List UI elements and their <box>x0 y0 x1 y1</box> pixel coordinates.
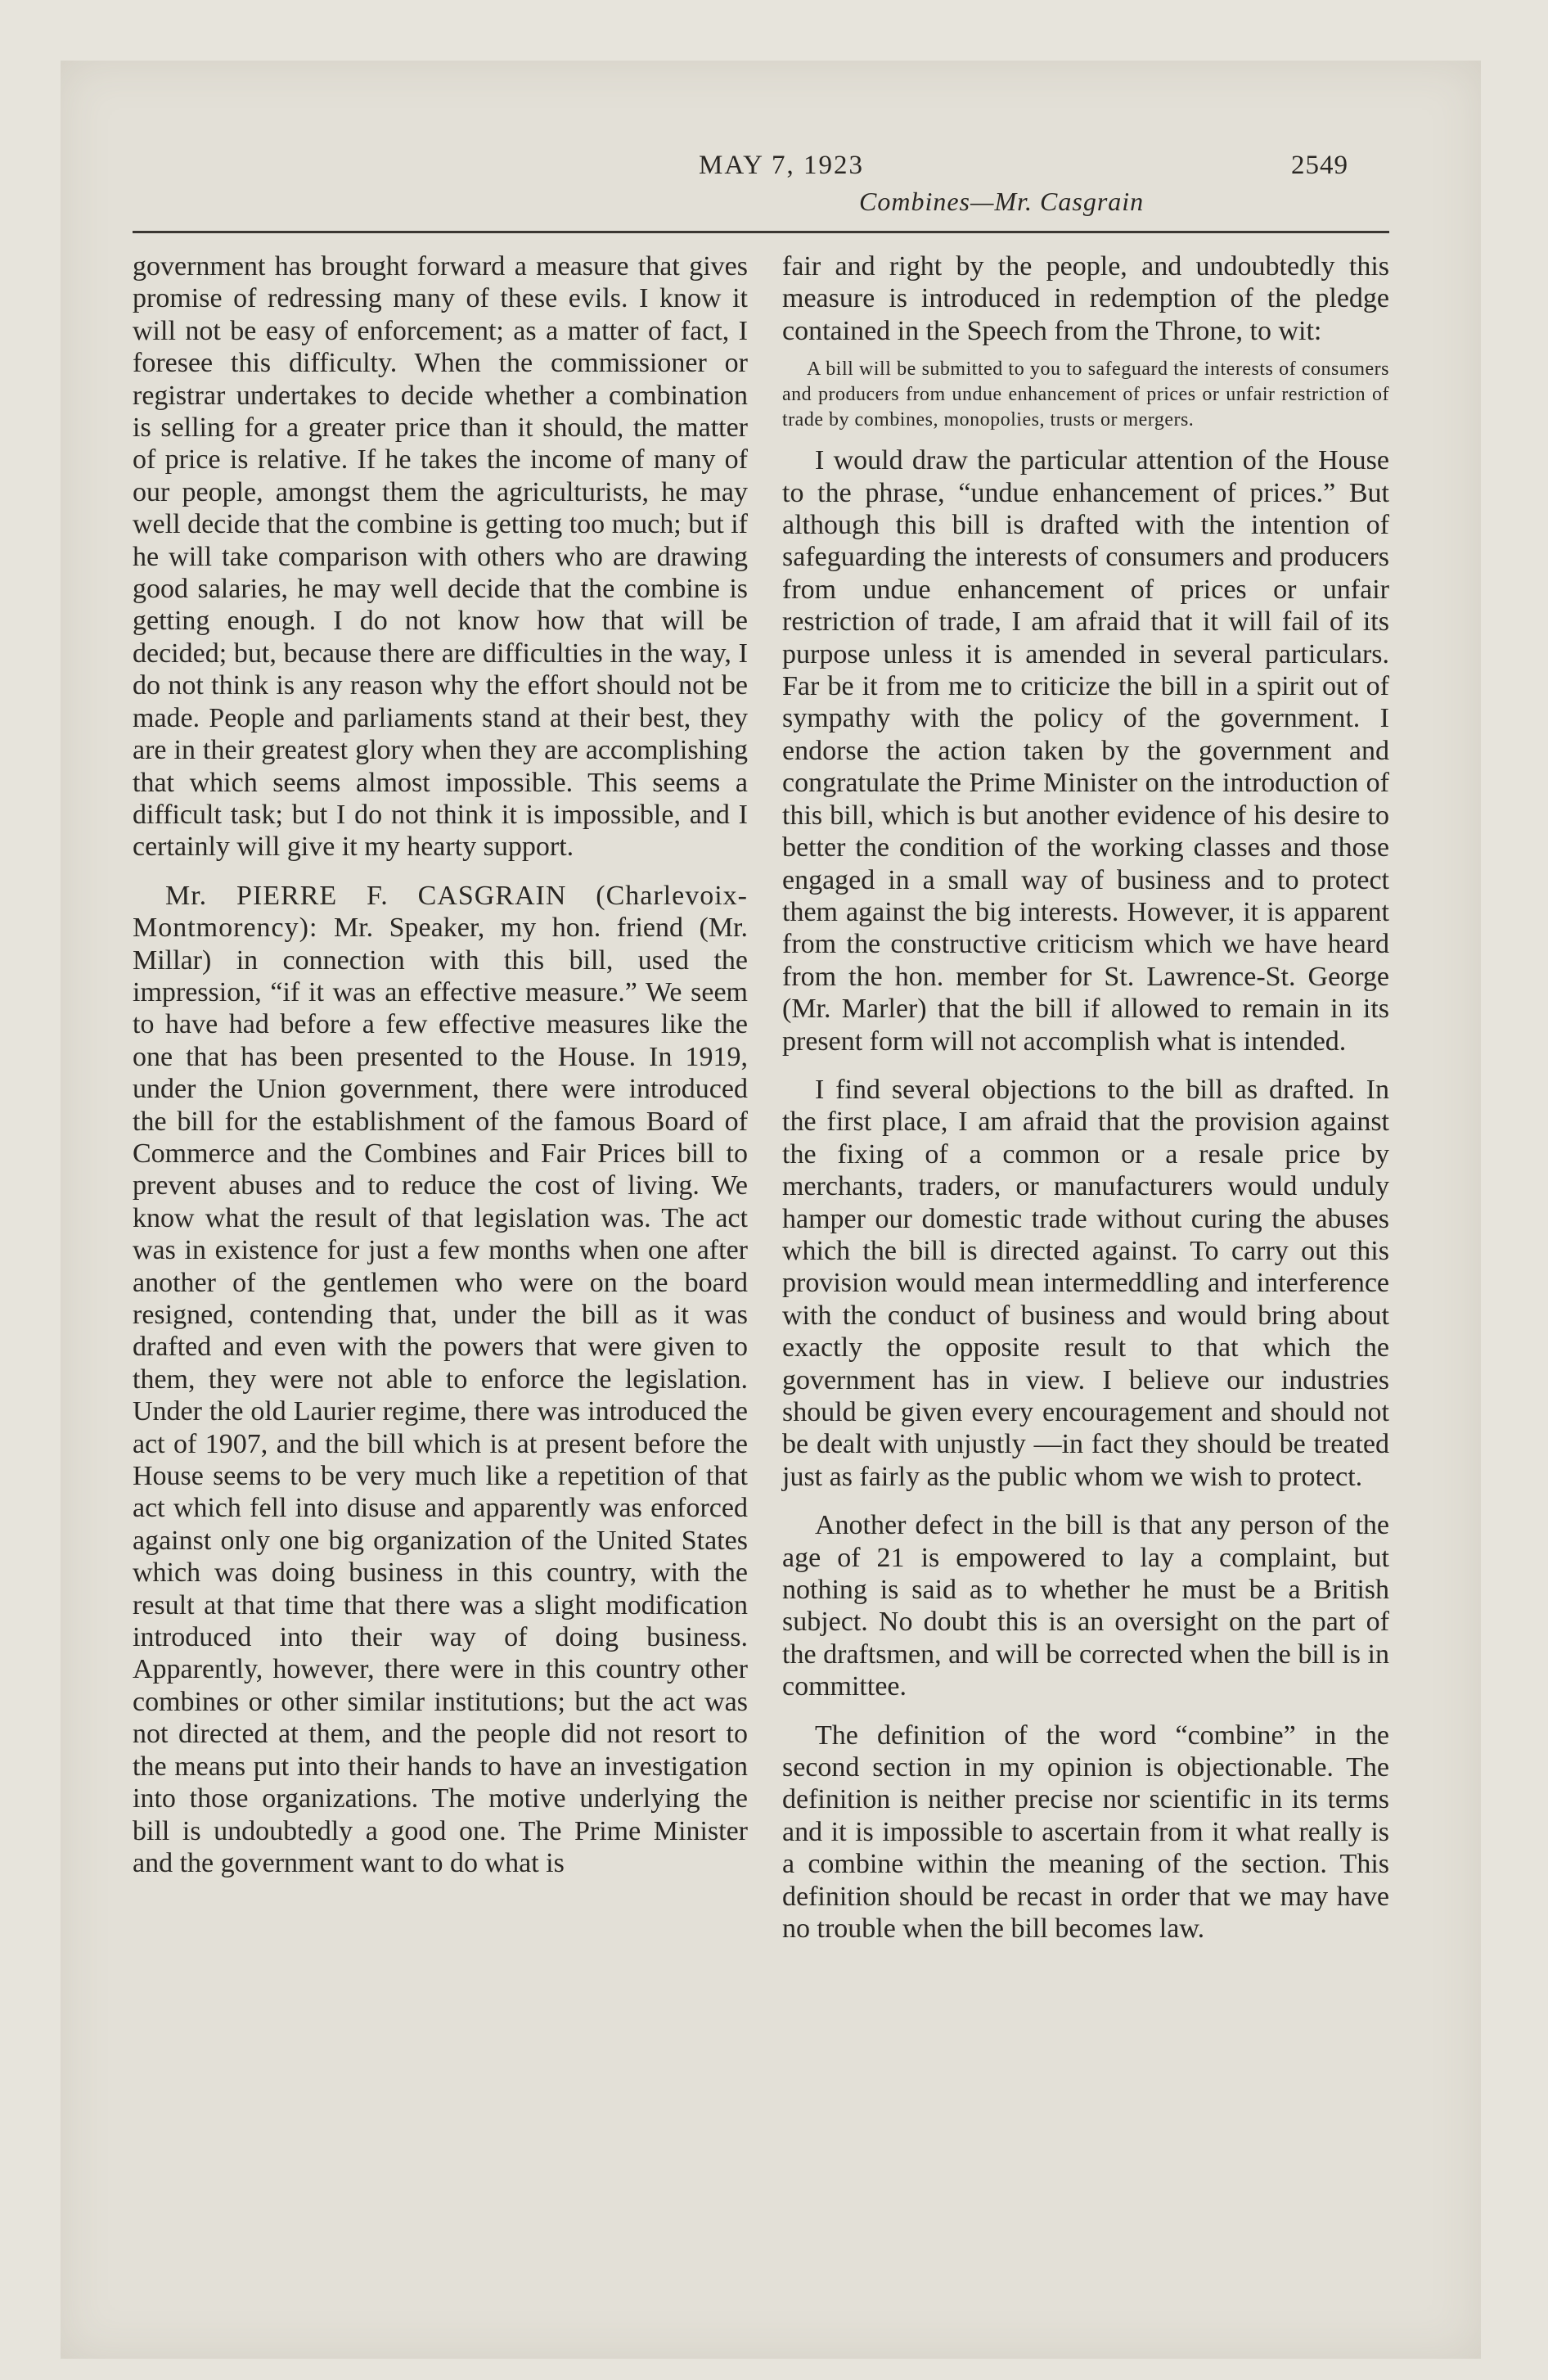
paragraph-another-defect: Another defect in the bill is that any person of the age of 21 is empowered to lay a complaint, but nothing is said as to whether he must be a British subject. No doubt this is an oversight on the part of the draftsmen, and will be corrected when the bill is in committee. <box>782 1510 1389 1702</box>
speaker-name: Mr. PIERRE F. CASGRAIN (Charlevoix-Montmorency): <box>133 880 748 944</box>
page-number: 2549 <box>1291 151 1348 180</box>
paragraph-objections: I find several objections to the bill as drafted. In the first place, I am afraid that the provision against the fixing of a common or a resale price by merchants, traders, or manufacturers would unduly hamper our domestic trade without curing the abuses which the bill is directed against. To carry out this provision would mean intermeddling and interference with the conduct of business and would bring about exactly the opposite result to that which the government has in view. I believe our industries should be given every encouragement and should not be dealt with unjustly —in fact they should be treated just as fairly as the public whom we wish to protect. <box>782 1074 1389 1492</box>
quoted-speech-from-throne: A bill will be submitted to you to safeguard the interests of consumers and producers from undue enhancement of prices or unfair restriction of trade by combines, monopolies, trusts or mergers. <box>782 358 1389 431</box>
right-column <box>782 250 1389 1945</box>
paragraph-definition-combine: The definition of the word “combine” in the second section in my opinion is objectionable. The definition is neither precise nor scientific in its terms and it is impossible to ascertain from it what really is a combine within the meaning of the section. This definition should be recast in order that we may have no trouble when the bill becomes law. <box>782 1720 1389 1945</box>
page-header-subject: Combines—Mr. Casgrain <box>859 187 1145 216</box>
paragraph-undue-enhancement: I would draw the particular attention of the House to the phrase, “undue enhancement of prices.” But although this bill is drafted with the intention of safeguarding the interests of consumers and producers from undue enhancement of prices or unfair restriction of trade, I am afraid that it will fail of its purpose unless it is amended in several particulars. Far be it from me to criticize the bill in a spirit out of sympathy with the policy of the government. I endorse the action taken by the government and congratulate the Prime Minister on the introduction of this bill, which is but another evidence of his desire to better the condition of the working classes and those engaged in a small way of business and to protect them against the big interests. However, it is apparent from the constructive criticism which we have heard from the hon. member for St. Lawrence-St. George (Mr. Marler) that the bill if allowed to remain in its present form will not accomplish what is intended. <box>782 445 1389 1057</box>
left-paragraph-continued: government has brought forward a measure that gives promise of redressing many of these evils. I know it will not be easy of enforcement; as a matter of fact, I foresee this difficulty. When the commissioner or registrar undertakes to decide whether a combination is selling for a greater price than it should, the matter of price is relative. If he takes the income of many of our people, amongst them the agriculturists, he may well decide that the combine is getting too much; but if he will take comparison with others who are drawing good salaries, he may well decide that the combine is getting enough. I do not know how that will be decided; but, because there are difficulties in the way, I do not think is any reason why the effort should not be made. People and parliaments stand at their best, they are in their greatest glory when they are accomplishing that which seems almost impossible. This seems a difficult task; but I do not think it is impossible, and I certainly will give it my hearty support. <box>133 251 748 863</box>
right-paragraph-continued: fair and right by the people, and undoubtedly this measure is introduced in redemption of the pledge contained in the Speech from the Throne, to wit: <box>782 251 1389 346</box>
page-header-date: MAY 7, 1923 <box>699 151 865 180</box>
left-column <box>133 250 748 1879</box>
speech-text: Mr. Speaker, my hon. friend (Mr. Millar) in connection with this bill, used the impression, “if it was an effective measure.” We seem to have had before a few effective measures like the one that has been presented to the House. In 1919, under the Union government, there were introduced the bill for the establishment of the famous Board of Commerce and the Combines and Fair Prices bill to prevent abuses and to reduce the cost of living. We know what the result of that legislation was. The act was in existence for just a few months when one after another of the gentlemen who were on the board resigned, contending that, under the bill as it was drafted and even with the powers that were given to them, they were not able to enforce the legislation. Under the old Laurier regime, there was introduced the act of 1907, and the bill which is at present before the House seems to be very much like a repetition of that act which fell into disuse and apparently was enforced against only one big organization of the United States which was doing business in this country, with the result at that time that there was a slight modification introduced into their way of doing business. Apparently, however, there were in this country other combines or other similar institutions; but the act was not directed at them, and the people did not resort to the means put into their hands to have an investigation into those organizations. The motive underlying the bill is undoubtedly a good one. The Prime Minister and the government want to do what is <box>133 913 749 1878</box>
header-rule <box>133 231 1389 233</box>
speech-paragraph <box>133 880 748 1880</box>
